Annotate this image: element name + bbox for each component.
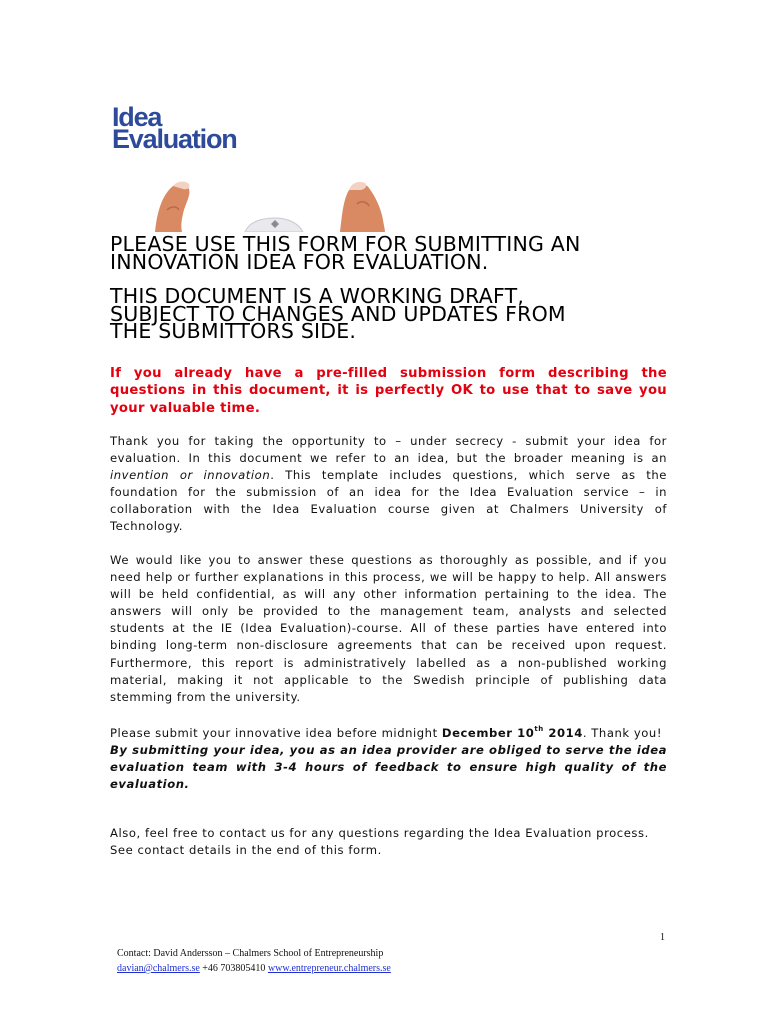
- deadline-date: [442, 726, 583, 740]
- contact-line-1: Also, feel free to contact us for any questions regarding the Idea Evaluation process.: [110, 826, 649, 840]
- feedback-obligation: By submitting your idea, you as an idea provider are obliged to serve the idea evaluation team with 3-4 hours of feedback to ensure high quality of the evaluation.: [110, 743, 667, 792]
- footer: [117, 946, 391, 976]
- confidentiality-paragraph: We would like you to answer these questions as thoroughly as possible, and if you need help or further explanations in this process, we will be happy to help. All answers will be held confidential, as will any other information pertaining to the idea. The answers will only be provided to the management team, analysts and selected students at the IE (Idea Evaluation)-course. All of these parties have entered into binding long-term non-disclosure agreements that can be received upon request. Furthermore, this report is administratively labelled as a non-published working material, making it not applicable to the Swedish principle of publishing data stemming from the university.: [110, 553, 667, 704]
- deadline-suffix: th: [534, 725, 544, 733]
- prefilled-form-note: If you already have a pre-filled submission form describing the questions in this document, it is perfectly OK to use that to save you your valuable time.: [110, 366, 667, 416]
- contact-line-2: See contact details in the end of this form.: [110, 843, 382, 858]
- phone-number: +46 703805410: [199, 963, 268, 974]
- email-link[interactable]: davian@chalmers.se: [117, 963, 200, 974]
- deadline-thanks: . Thank you!: [582, 726, 663, 740]
- intro-text-end: . This template includes questions, which serve as the foundation for the submission of an idea for the Idea Evaluation service – in collaboration with the Idea Evaluation course given at Chalmers University of Technology.: [110, 468, 667, 534]
- intro-text: Thank you for taking the opportunity to – under secrecy - submit your idea for evaluation. In this document we refer to an idea, but the broader meaning is an: [110, 434, 667, 466]
- headline-line: THE SUBMITTORS SIDE.: [110, 319, 357, 343]
- intro-italic-text: invention or innovation: [110, 468, 271, 483]
- headline-line: PLEASE USE THIS FORM FOR SUBMITTING AN: [110, 232, 581, 256]
- logo-line-2: Evaluation: [112, 124, 237, 154]
- contact-paragraph: [110, 825, 667, 859]
- deadline-year: 2014: [543, 726, 583, 740]
- headline-line: SUBJECT TO CHANGES AND UPDATES FROM: [110, 301, 566, 326]
- headline-submit-form: [110, 232, 670, 274]
- footer-contact: Contact: David Andersson – Chalmers School of Entrepreneurship: [117, 948, 384, 959]
- deadline-day: December 10: [441, 726, 535, 740]
- deadline-paragraph: [110, 721, 667, 793]
- hands-illustration: [145, 180, 395, 232]
- deadline-text: Please submit your innovative idea before midnight: [110, 726, 442, 740]
- website-link[interactable]: www.entrepreneur.chalmers.se: [267, 963, 391, 974]
- idea-evaluation-logo: [112, 102, 312, 154]
- footer-links: [117, 961, 391, 976]
- headline-line: INNOVATION IDEA FOR EVALUATION.: [110, 249, 489, 274]
- logo-line-1: Idea: [112, 102, 162, 132]
- headline-line: THIS DOCUMENT IS A WORKING DRAFT,: [110, 284, 525, 308]
- intro-paragraph: [110, 433, 667, 536]
- page-number: 1: [660, 932, 665, 943]
- headline-working-draft: [110, 284, 670, 343]
